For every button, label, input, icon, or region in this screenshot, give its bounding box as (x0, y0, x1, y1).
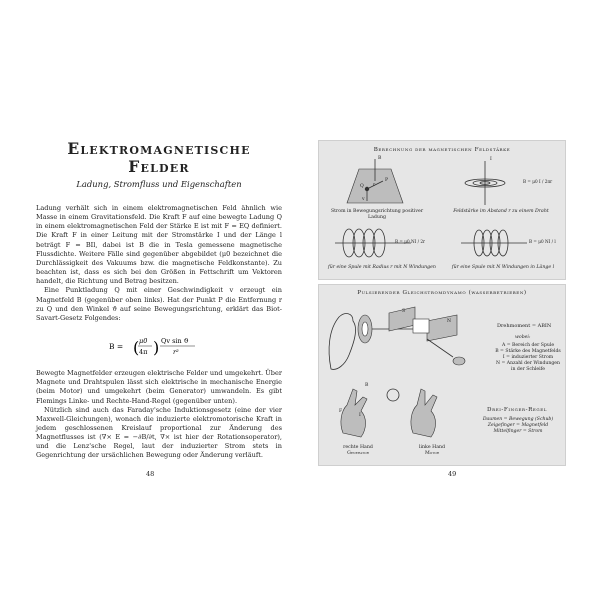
magnet-label-S: S (402, 309, 406, 314)
formula-solenoid: B = μ0 NI / l (529, 239, 556, 244)
torque-formula: Drehmoment = ABIN (497, 323, 552, 329)
hand-label-I: I (359, 413, 361, 418)
legend-wobei: wobei: (515, 335, 531, 340)
right-hand-role: Generator (347, 451, 369, 456)
left-hand-label (407, 445, 457, 457)
page-number-right: 49 (448, 470, 457, 478)
page-number-left: 48 (146, 470, 155, 478)
formula-numerator: Qv sin ϑ (161, 337, 189, 346)
label-I: I (490, 157, 492, 162)
fleming-thumb: Daumen = Bewegung (Schub) (482, 417, 554, 422)
field-strength-title: Berechnung der magnetischen Feldstärke (373, 147, 511, 153)
formula-mu: μ0 (139, 337, 148, 346)
fleming-hands-illustration (333, 383, 473, 443)
label-P: P (385, 178, 389, 183)
caption-top-right: Feldstärke im Abstand r zu einem Draht (453, 209, 549, 214)
left-hand-role: Motor (425, 451, 439, 456)
rotor-circle (387, 389, 399, 401)
formula-coil-radius: B = μ0 NI / 2r (395, 239, 426, 244)
fleming-middle: Mittelfinger = Strom (493, 429, 543, 434)
lamp (453, 357, 465, 365)
paragraph-4: Nützlich sind auch das Faraday'sche Induktionsgesetz (eine der vier Maxwell-Gleichungen), wonach die induzierte elektromotorische Kraft in jedem geschlossenen Kreislauf proportional zur Änderung des Magnetflusses ist (∇× E = −∂B/∂t, ∇× ist hier der Rotationsoperator), und die Lenz'sche Regel, laut der induzierter Strom stets in Gegenrichtung der ursächlichen Bewegung oder Änderung verläuft. (36, 405, 282, 460)
page-title: Elektromagnetische Felder (67, 139, 251, 176)
formula-denominator: r² (173, 348, 179, 357)
caption-top-left: Strom in Bewegungsrichtung positiver Ladung (330, 209, 424, 220)
point-charge-diagram (339, 159, 419, 209)
legend-item-N: N = Anzahl der Windungen in der Schleife (496, 361, 560, 372)
label-r: r (373, 183, 376, 188)
paragraph-1: Ladung verhält sich in einem elektromagnetischen Feld ähnlich wie Masse in einem Gravitationsfeld. Die Kraft F auf eine bewegte Ladung Q in einem elektromagnetischen Feld der Stärke E ist mit F = EQ definiert. Die Kraft F in einer Leitung mit der Stromstärke I und der Länge l beträgt F = BIl, dabei ist B die in Tesla gemessene magnetische Flussdichte. Weitere Fälle sind gegenüber abgebildet (μ0 bezeichnet die Durchlässigkeit des Vakuums bzw. die magnetische Feldkonstante). Zu beachten ist, dass es sich bei den Größen in Fettschrift um Vektoren handelt, die Richtung und Betrag besitzen. (36, 204, 282, 286)
page-subtitle: Ladung, Stromfluss und Eigenschaften (76, 179, 242, 189)
right-hand-label (333, 445, 383, 457)
water-splash (329, 314, 355, 370)
formula-paren-left: ( (133, 338, 140, 358)
left-hand-name: linke Hand (418, 445, 446, 450)
field-strength-panel (318, 140, 566, 280)
fleming-index: Zeigefinger = Magnetfeld (487, 423, 549, 428)
legend-item-A: A = Bereich der Spule (501, 343, 555, 348)
legend-item-I: I = induzierter Strom (502, 355, 554, 360)
label-Q: Q (360, 184, 364, 189)
formula-lhs: B = (109, 342, 124, 352)
magnet-north (427, 315, 457, 341)
formula-wire: B = μ0 I / 2πr (523, 179, 553, 184)
solenoid-diagram (459, 223, 529, 263)
paragraph-3: Bewegte Magnetfelder erzeugen elektrische Felder und umgekehrt. Über Magnete und Drahtspulen lässt sich elektrische in mechanische Energie (beim Motor) und umgekehrt (beim Generator) umwandeln. Es gibt Flemings Linke- und Rechte-Hand-Regel (gegenüber unten). (36, 369, 282, 405)
hand-label-B: B (365, 383, 369, 388)
right-hand-shape (341, 389, 367, 437)
left-page (36, 140, 282, 461)
paragraph-2: Eine Punktladung Q mit einer Geschwindigkeit v erzeugt ein Magnetfeld B (gegenüber oben links). Hat der Punkt P die Entfernung r zu Q und den Winkel ϑ auf seine Bewegungsrichtung, erklärt das Biot-Savart-Gesetz Folgendes: (36, 286, 282, 322)
fleming-rule-list (475, 417, 561, 435)
dynamo-title: Pulsierender Gleichstromdynamo (wasserbetrieben) (357, 290, 527, 296)
formula-4pi: 4π (139, 348, 148, 357)
armature-coil (413, 319, 429, 333)
caption-bottom-left: für eine Spule mit Radius r mit N Windungen (328, 265, 436, 270)
label-B: B (378, 156, 382, 161)
right-hand-name: rechte Hand (343, 445, 373, 450)
formula-paren-right: ) (153, 338, 160, 358)
output-wire (427, 339, 453, 357)
wheel-hub (362, 322, 368, 336)
dynamo-panel (318, 284, 566, 466)
biot-savart-formula (36, 331, 282, 361)
legend-item-B: B = Stärke des Magnetfelds (495, 349, 561, 354)
formula-svg (99, 331, 219, 361)
caption-bottom-right: für eine Spule mit N Windungen in Länge l (451, 265, 555, 270)
label-v: v (362, 197, 365, 202)
magnet-label-N: N (447, 319, 452, 324)
fleming-rule-title: Drei-Finger-Regel (487, 407, 547, 413)
legend-list (495, 343, 561, 373)
left-hand-shape (411, 389, 437, 437)
hand-label-F: F (339, 409, 343, 414)
